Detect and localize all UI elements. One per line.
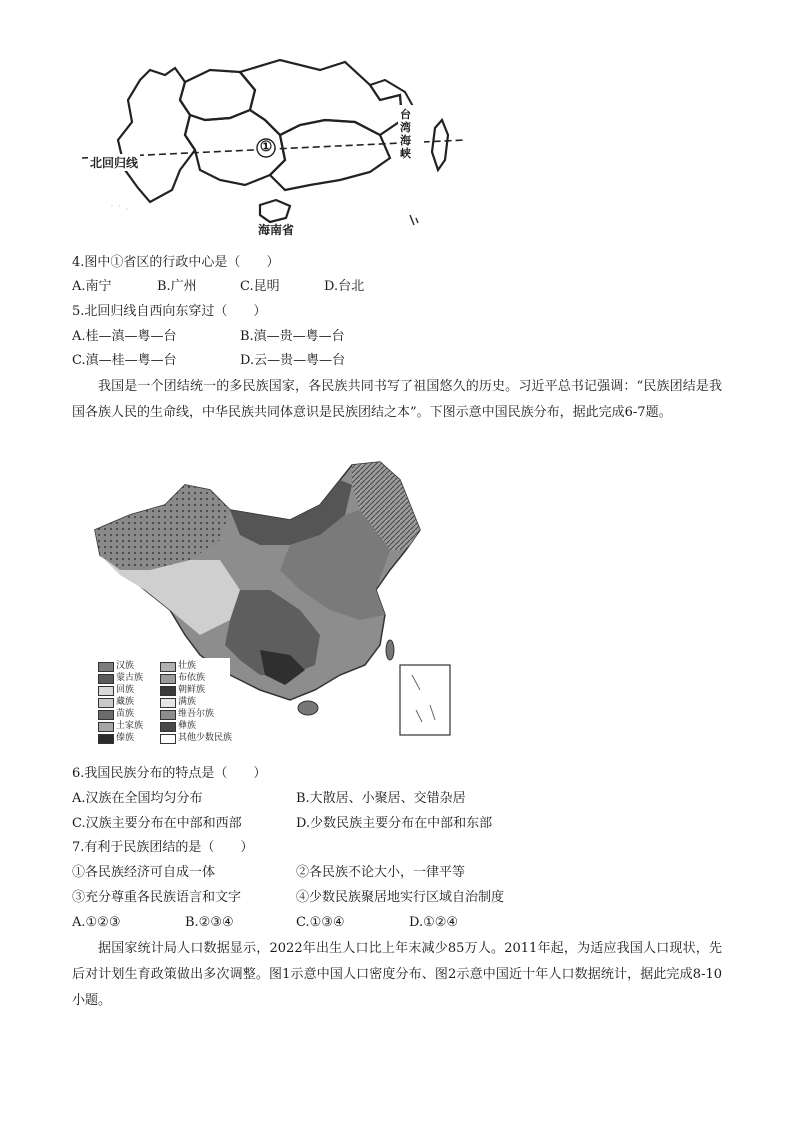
legend-row	[98, 720, 238, 732]
q6-option-d[interactable]: D.少数民族主要分布在中部和东部	[296, 816, 493, 831]
q5-option-a[interactable]: A.桂—滇—粤—台	[72, 329, 177, 344]
q7-option-a[interactable]: A.①②③	[72, 915, 121, 930]
question-7-stem: 7.有利于民族团结的是（ ）	[72, 840, 254, 855]
hainan-label: 海南省	[258, 223, 295, 237]
q7-option-b[interactable]: B.②③④	[185, 915, 234, 930]
legend-swatch-korean	[160, 686, 176, 696]
map-ethnic-distribution	[90, 460, 460, 750]
q6-option-a[interactable]: A.汉族在全国均匀分布	[72, 791, 203, 806]
q7-item-3: ③充分尊重各民族语言和文字	[72, 890, 242, 905]
legend-label-manchu: 满族	[178, 697, 197, 707]
legend-label-mongol: 蒙古族	[116, 673, 144, 683]
legend-swatch-dai	[98, 734, 114, 744]
legend-row	[98, 732, 238, 744]
legend-swatch-tibetan	[98, 698, 114, 708]
question-5-stem: 5.北回归线自西向东穿过（ ）	[72, 304, 267, 319]
passage-ethnic-unity: 我国是一个团结统一的多民族国家，各民族共同书写了祖国悠久的历史。习近平总书记强调：“民族团结是我国各族人民的生命线，中华民族共同体意识是民族团结之本”。下图示意中国民族分布，据此完成6-7题。	[72, 379, 722, 420]
q4-option-b[interactable]: B.广州	[157, 279, 197, 294]
legend-swatch-yi	[160, 722, 176, 732]
legend-swatch-tujia	[98, 722, 114, 732]
legend-swatch-han	[98, 662, 114, 672]
legend-label-miao: 苗族	[116, 709, 135, 719]
legend-swatch-buyi	[160, 674, 176, 684]
taiwan-strait-label: 台湾海峡	[400, 108, 411, 160]
legend-swatch-zhuang	[160, 662, 176, 672]
legend-row	[98, 660, 238, 672]
legend-swatch-other	[160, 734, 176, 744]
legend-label-hui: 回族	[116, 685, 135, 695]
q4-option-d[interactable]: D.台北	[324, 279, 365, 294]
map-south-china-svg	[80, 40, 480, 240]
q7-option-d[interactable]: D.①②④	[409, 915, 459, 930]
legend-swatch-miao	[98, 710, 114, 720]
legend-label-dai: 傣族	[116, 733, 135, 743]
question-4-stem: 4.图中①省区的行政中心是（ ）	[72, 255, 280, 270]
legend-swatch-manchu	[160, 698, 176, 708]
legend-label-yi: 彝族	[178, 721, 197, 731]
q5-option-d[interactable]: D.云—贵—粤—台	[240, 353, 346, 368]
legend-label-other: 其他少数民族	[178, 733, 233, 743]
q4-option-a[interactable]: A.南宁	[72, 279, 112, 294]
legend-label-uyghur: 维吾尔族	[178, 709, 215, 719]
q5-option-c[interactable]: C.滇—桂—粤—台	[72, 353, 177, 368]
legend-row	[98, 708, 238, 720]
legend-row	[98, 696, 238, 708]
q7-option-c[interactable]: C.①③④	[296, 915, 345, 930]
svg-text:. . · ·: . . · ·	[230, 63, 257, 77]
q7-item-1: ①各民族经济可自成一体	[72, 865, 216, 880]
q7-item-2: ②各民族不论大小，一律平等	[296, 865, 466, 880]
q5-option-b[interactable]: B.滇—贵—粤—台	[240, 329, 345, 344]
q6-option-b[interactable]: B.大散居、小聚居、交错杂居	[296, 791, 466, 806]
legend-swatch-hui	[98, 686, 114, 696]
legend-label-zhuang: 壮族	[178, 661, 197, 671]
q4-option-c[interactable]: C.昆明	[240, 279, 280, 294]
legend-label-tibetan: 藏族	[116, 697, 135, 707]
map-south-china	[80, 40, 480, 240]
question-6-stem: 6.我国民族分布的特点是（ ）	[72, 766, 267, 781]
legend-label-korean: 朝鲜族	[178, 685, 206, 695]
ethnic-legend	[98, 660, 238, 744]
q6-option-c[interactable]: C.汉族主要分布在中部和西部	[72, 816, 242, 831]
legend-label-tujia: 土家族	[116, 721, 144, 731]
q7-item-4: ④少数民族聚居地实行区域自治制度	[296, 890, 505, 905]
legend-row	[98, 672, 238, 684]
legend-swatch-uyghur	[160, 710, 176, 720]
legend-label-buyi: 布依族	[178, 673, 206, 683]
legend-swatch-mongol	[98, 674, 114, 684]
circled-marker-1: ①	[259, 139, 273, 155]
legend-label-han: 汉族	[116, 661, 135, 671]
legend-row	[98, 684, 238, 696]
passage-population: 据国家统计局人口数据显示，2022年出生人口比上年末减少85万人。2011年起，为适应我国人口现状，先后对计划生育政策做出多次调整。图1示意中国人口密度分布、图2示意中国近十年人口数据统计，据此完成8-10小题。	[72, 941, 722, 1008]
svg-text:· · .: · · .	[110, 199, 130, 213]
tropic-of-cancer-label: 北回归线	[90, 156, 139, 170]
